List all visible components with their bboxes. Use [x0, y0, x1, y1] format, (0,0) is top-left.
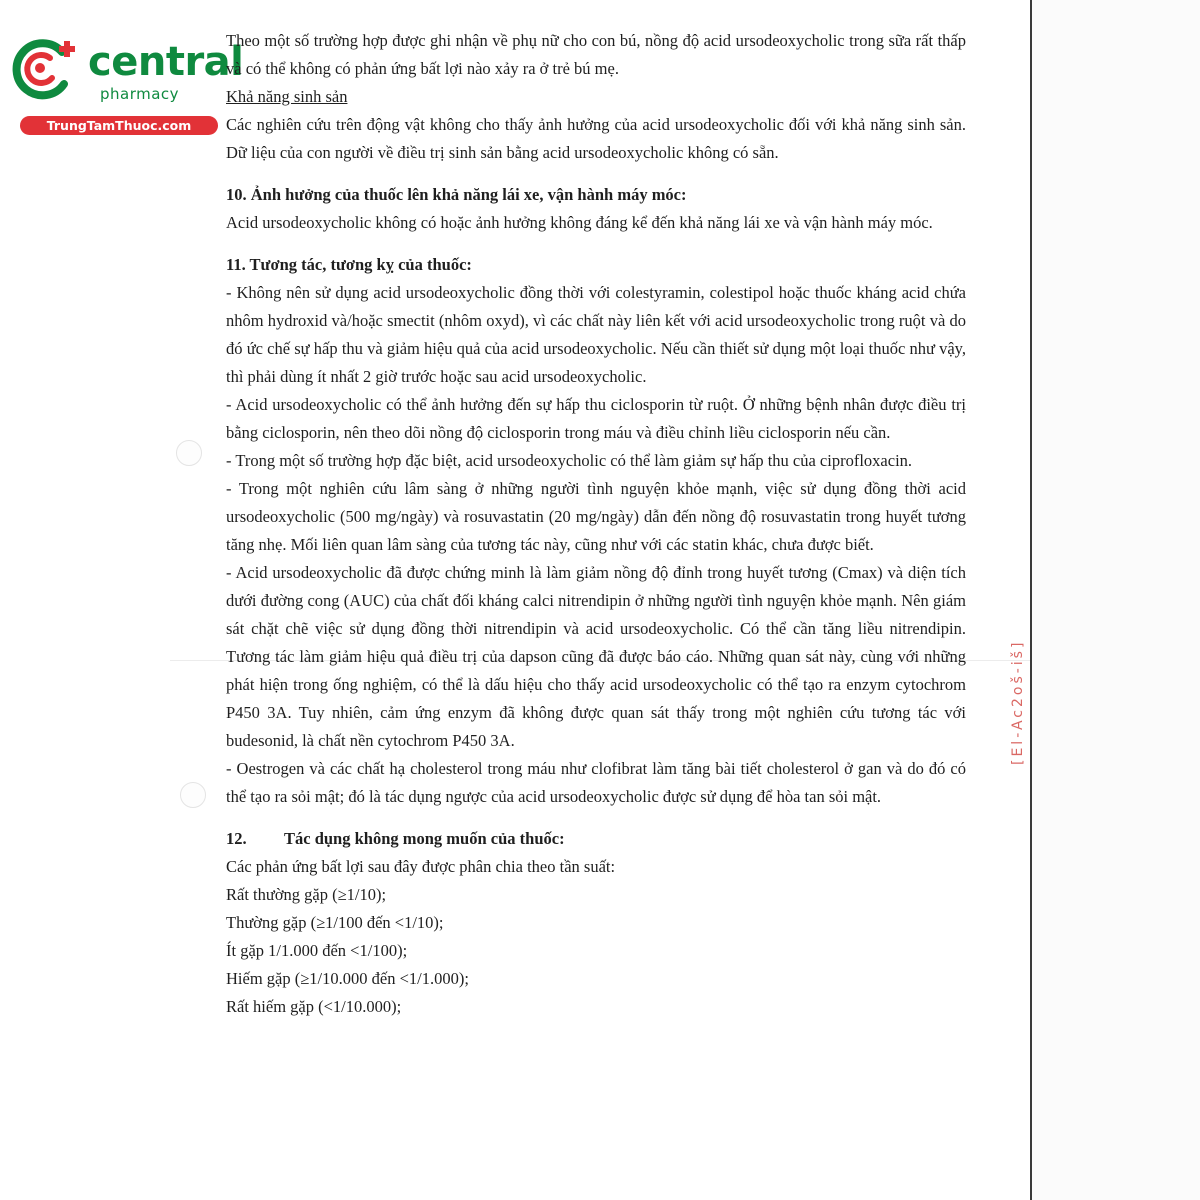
- frequency-item: Ít gặp 1/1.000 đến <1/100);: [226, 941, 408, 960]
- interaction-item: - Trong một nghiên cứu lâm sàng ở những người tình nguyện khỏe mạnh, việc sử dụng đồng thời acid ursodeoxycholic (500 mg/ngày) và rosuvastatin (20 mg/ngày) dẫn đến nồng độ rosuvastatin trong huyết tương tăng nhẹ. Mối liên quan lâm sàng của tương tác này, cũng như với các statin khác, chưa được biết.: [226, 479, 966, 554]
- frequency-item: Thường gặp (≥1/100 đến <1/10);: [226, 913, 444, 932]
- brand-name: central: [88, 39, 244, 85]
- interaction-item: - Oestrogen và các chất hạ cholesterol trong máu như clofibrat làm tăng bài tiết cholesterol ở gan và do đó có thể tạo ra sỏi mật; đó là tác dụng ngược của acid ursodeoxycholic được sử dụng để hòa tan sỏi mật.: [226, 759, 966, 806]
- punch-hole: [180, 782, 206, 808]
- pharmacy-logo[interactable]: [10, 38, 244, 138]
- section-12-number: 12.: [226, 829, 247, 848]
- frequency-item: Rất thường gặp (≥1/10);: [226, 885, 387, 904]
- frequency-intro: Các phản ứng bất lợi sau đây được phân chia theo tần suất:: [226, 857, 616, 876]
- handwritten-margin-note: [El-Ac2oš-iš]: [1010, 639, 1026, 765]
- frequency-item: Rất hiếm gặp (<1/10.000);: [226, 997, 402, 1016]
- paragraph-fertility: Các nghiên cứu trên động vật không cho thấy ảnh hưởng của acid ursodeoxycholic đối với khả năng sinh sản. Dữ liệu của con người về điều trị sinh sản bằng acid ursodeoxycholic không có sẵn.: [226, 115, 966, 162]
- section-12-title: Tác dụng không mong muốn của thuốc:: [284, 829, 565, 848]
- interaction-item: - Acid ursodeoxycholic đã được chứng minh là làm giảm nồng độ đỉnh trong huyết tương (Cmax) và diện tích dưới đường cong (AUC) của chất đối kháng calci nitrendipin ở những người tình nguyện khỏe mạnh. Nên giám sát chặt chẽ việc sử dụng đồng thời nitrendipin và acid ursodeoxycholic. Có thể cần tăng liều nitrendipin. Tương tác làm giảm hiệu quả điều trị của dapson cũng đã được báo cáo. Những quan sát này, cùng với những phát hiện trong ống nghiệm, có thể là dấu hiệu cho thấy acid ursodeoxycholic có thể tạo ra enzym cytochrom P450 3A. Tuy nhiên, cảm ứng enzym đã không được quan sát thấy trong một nghiên cứu tương tác với budesonid, là chất nền cytochrom P450 3A.: [226, 563, 966, 750]
- paragraph-breastfeeding: Theo một số trường hợp được ghi nhận về phụ nữ cho con bú, nồng độ acid ursodeoxycholic trong sữa rất thấp và có thể không có phản ứng bất lợi nào xảy ra ở trẻ bú mẹ.: [226, 31, 966, 78]
- brand-url-badge[interactable]: TrungTamThuoc.com: [20, 116, 218, 135]
- section-12-heading: [226, 825, 966, 853]
- interaction-item: - Không nên sử dụng acid ursodeoxycholic đồng thời với colestyramin, colestipol hoặc thuốc kháng acid chứa nhôm hydroxid và/hoặc smectit (nhôm oxyd), vì các chất này liên kết với acid ursodeoxycholic trong ruột và do đó ức chế sự hấp thu và giảm hiệu quả của acid ursodeoxycholic. Nếu cần thiết sử dụng một loại thuốc như vậy, thì phải dùng ít nhất 2 giờ trước hoặc sau acid ursodeoxycholic.: [226, 283, 966, 386]
- section-10-heading: 10. Ảnh hưởng của thuốc lên khả năng lái xe, vận hành máy móc:: [226, 185, 687, 204]
- logo-c-cross-icon: [10, 38, 82, 100]
- subheading-fertility: Khả năng sinh sản: [226, 87, 348, 106]
- section-10-text: Acid ursodeoxycholic không có hoặc ảnh hưởng không đáng kể đến khả năng lái xe và vận hành máy móc.: [226, 213, 933, 232]
- punch-hole: [176, 440, 202, 466]
- brand-subtitle: pharmacy: [100, 85, 180, 103]
- document-page: [226, 27, 966, 1021]
- frequency-list: [226, 853, 966, 1021]
- interaction-item: - Acid ursodeoxycholic có thể ảnh hưởng đến sự hấp thu ciclosporin từ ruột. Ở những bệnh nhân được điều trị bằng ciclosporin, nên theo dõi nồng độ ciclosporin trong máu và điều chỉnh liều ciclosporin nếu cần.: [226, 395, 966, 442]
- adjacent-page: [1032, 0, 1200, 1200]
- interaction-item: - Trong một số trường hợp đặc biệt, acid ursodeoxycholic có thể làm giảm sự hấp thu của ciprofloxacin.: [226, 451, 913, 470]
- frequency-item: Hiếm gặp (≥1/10.000 đến <1/1.000);: [226, 969, 469, 988]
- page-edge: [1030, 0, 1032, 1200]
- section-11-heading: 11. Tương tác, tương kỵ của thuốc:: [226, 255, 472, 274]
